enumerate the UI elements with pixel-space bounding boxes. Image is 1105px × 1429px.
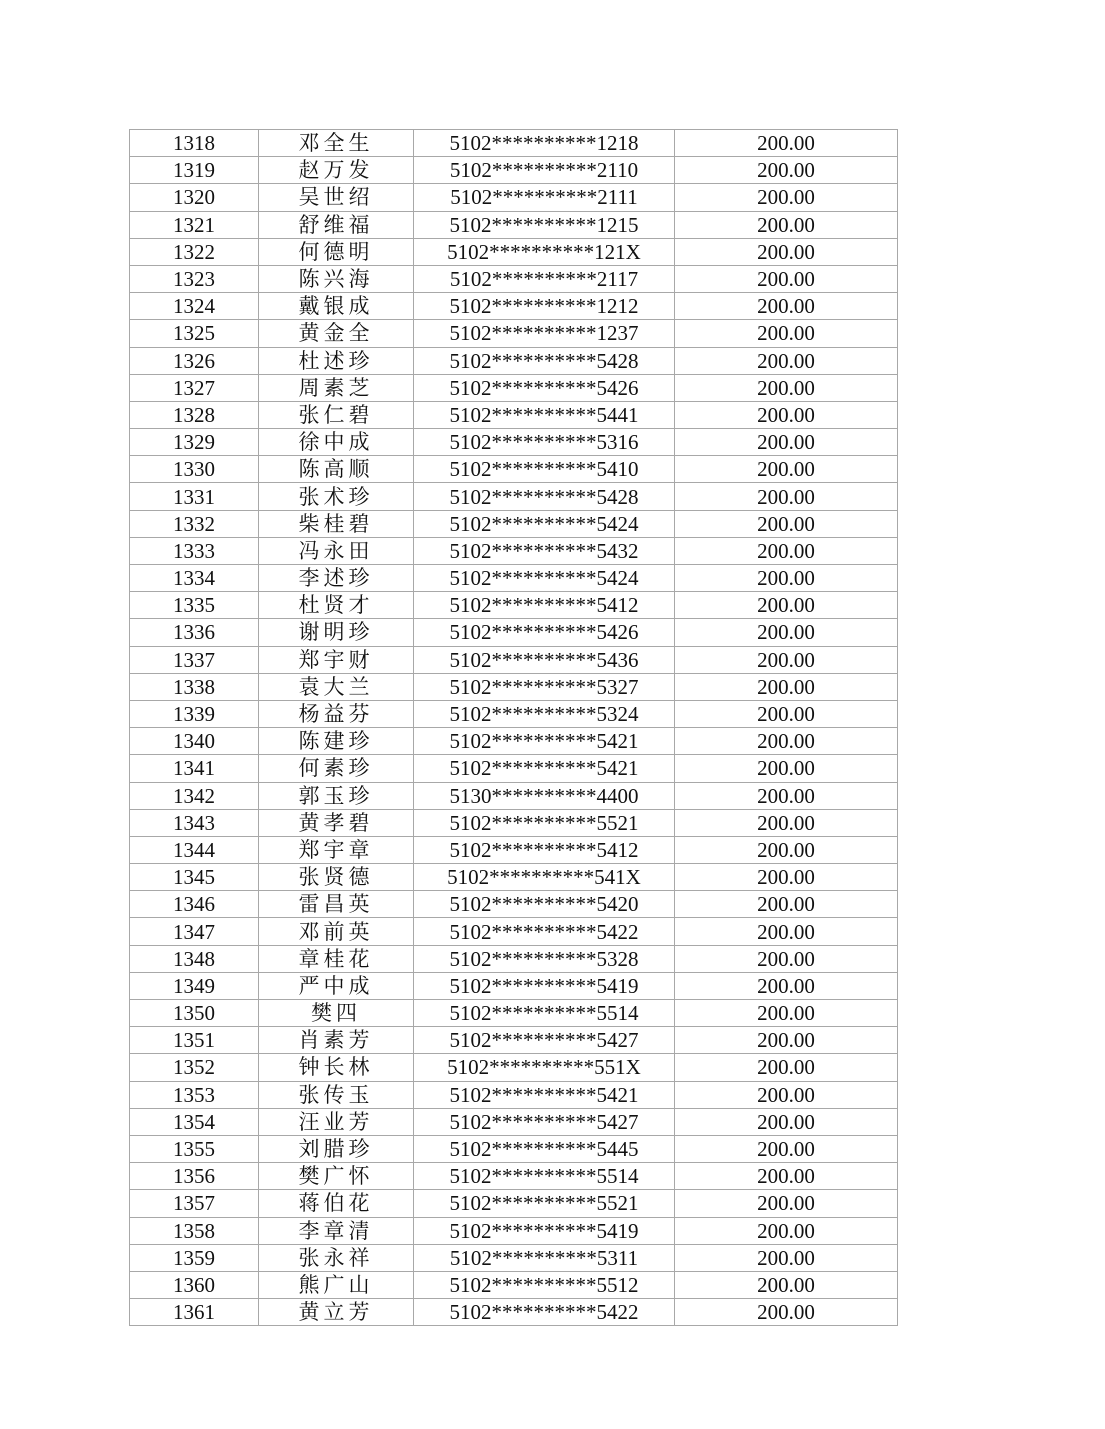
row-number-cell: 1326	[130, 347, 259, 374]
amount-cell: 200.00	[675, 673, 898, 700]
id-number-cell: 5102**********5422	[414, 918, 675, 945]
row-number-cell: 1361	[130, 1299, 259, 1326]
table-row	[130, 945, 898, 972]
row-number-cell: 1337	[130, 646, 259, 673]
table-row	[130, 1271, 898, 1298]
name-cell: 黄立芳	[259, 1299, 414, 1326]
name-cell: 李章清	[259, 1217, 414, 1244]
records-table-body	[130, 130, 898, 1326]
row-number-cell: 1346	[130, 891, 259, 918]
table-row	[130, 565, 898, 592]
row-number-cell: 1319	[130, 157, 259, 184]
amount-cell: 200.00	[675, 1190, 898, 1217]
name-cell: 陈建珍	[259, 728, 414, 755]
amount-cell: 200.00	[675, 1271, 898, 1298]
table-row	[130, 809, 898, 836]
row-number-cell: 1355	[130, 1135, 259, 1162]
name-cell: 舒维福	[259, 211, 414, 238]
name-cell: 黄孝碧	[259, 809, 414, 836]
amount-cell: 200.00	[675, 374, 898, 401]
name-cell: 陈高顺	[259, 456, 414, 483]
table-row	[130, 347, 898, 374]
table-row	[130, 972, 898, 999]
table-row	[130, 211, 898, 238]
table-row	[130, 836, 898, 863]
row-number-cell: 1354	[130, 1108, 259, 1135]
row-number-cell: 1334	[130, 565, 259, 592]
amount-cell: 200.00	[675, 1163, 898, 1190]
table-row	[130, 1135, 898, 1162]
row-number-cell: 1330	[130, 456, 259, 483]
name-cell: 吴世绍	[259, 184, 414, 211]
id-number-cell: 5102**********5436	[414, 646, 675, 673]
amount-cell: 200.00	[675, 891, 898, 918]
table-row	[130, 184, 898, 211]
id-number-cell: 5102**********5412	[414, 836, 675, 863]
name-cell: 黄金全	[259, 320, 414, 347]
id-number-cell: 5102**********5426	[414, 619, 675, 646]
id-number-cell: 5102**********5426	[414, 374, 675, 401]
table-row	[130, 891, 898, 918]
id-number-cell: 5102**********2111	[414, 184, 675, 211]
id-number-cell: 5102**********5421	[414, 1081, 675, 1108]
id-number-cell: 5102**********5441	[414, 401, 675, 428]
id-number-cell: 5102**********541X	[414, 864, 675, 891]
table-row	[130, 782, 898, 809]
row-number-cell: 1352	[130, 1054, 259, 1081]
name-cell: 袁大兰	[259, 673, 414, 700]
row-number-cell: 1347	[130, 918, 259, 945]
row-number-cell: 1323	[130, 265, 259, 292]
amount-cell: 200.00	[675, 864, 898, 891]
amount-cell: 200.00	[675, 456, 898, 483]
amount-cell: 200.00	[675, 836, 898, 863]
table-row	[130, 1244, 898, 1271]
amount-cell: 200.00	[675, 1217, 898, 1244]
amount-cell: 200.00	[675, 1135, 898, 1162]
name-cell: 严中成	[259, 972, 414, 999]
table-row	[130, 864, 898, 891]
id-number-cell: 5130**********4400	[414, 782, 675, 809]
amount-cell: 200.00	[675, 537, 898, 564]
name-cell: 肖素芳	[259, 1027, 414, 1054]
name-cell: 李述珍	[259, 565, 414, 592]
name-cell: 蒋伯花	[259, 1190, 414, 1217]
id-number-cell: 5102**********5327	[414, 673, 675, 700]
id-number-cell: 5102**********5421	[414, 728, 675, 755]
name-cell: 章桂花	[259, 945, 414, 972]
id-number-cell: 5102**********5514	[414, 1000, 675, 1027]
row-number-cell: 1321	[130, 211, 259, 238]
row-number-cell: 1360	[130, 1271, 259, 1298]
id-number-cell: 5102**********1215	[414, 211, 675, 238]
amount-cell: 200.00	[675, 809, 898, 836]
table-row	[130, 755, 898, 782]
table-row	[130, 130, 898, 157]
table-row	[130, 401, 898, 428]
amount-cell: 200.00	[675, 1027, 898, 1054]
id-number-cell: 5102**********5427	[414, 1027, 675, 1054]
table-row	[130, 1000, 898, 1027]
id-number-cell: 5102**********5514	[414, 1163, 675, 1190]
row-number-cell: 1353	[130, 1081, 259, 1108]
records-table	[129, 129, 898, 1326]
amount-cell: 200.00	[675, 1244, 898, 1271]
name-cell: 张永祥	[259, 1244, 414, 1271]
name-cell: 郑宇财	[259, 646, 414, 673]
id-number-cell: 5102**********5410	[414, 456, 675, 483]
row-number-cell: 1332	[130, 510, 259, 537]
name-cell: 张传玉	[259, 1081, 414, 1108]
table-row	[130, 157, 898, 184]
name-cell: 邓前英	[259, 918, 414, 945]
amount-cell: 200.00	[675, 429, 898, 456]
row-number-cell: 1331	[130, 483, 259, 510]
table-row	[130, 619, 898, 646]
table-row	[130, 238, 898, 265]
name-cell: 何德明	[259, 238, 414, 265]
table-row	[130, 700, 898, 727]
amount-cell: 200.00	[675, 157, 898, 184]
id-number-cell: 5102**********5316	[414, 429, 675, 456]
id-number-cell: 5102**********2110	[414, 157, 675, 184]
name-cell: 冯永田	[259, 537, 414, 564]
row-number-cell: 1325	[130, 320, 259, 347]
name-cell: 熊广山	[259, 1271, 414, 1298]
table-row	[130, 918, 898, 945]
id-number-cell: 5102**********1212	[414, 293, 675, 320]
row-number-cell: 1322	[130, 238, 259, 265]
amount-cell: 200.00	[675, 945, 898, 972]
amount-cell: 200.00	[675, 293, 898, 320]
id-number-cell: 5102**********2117	[414, 265, 675, 292]
amount-cell: 200.00	[675, 1299, 898, 1326]
id-number-cell: 5102**********5421	[414, 755, 675, 782]
table-row	[130, 537, 898, 564]
id-number-cell: 5102**********5324	[414, 700, 675, 727]
row-number-cell: 1351	[130, 1027, 259, 1054]
id-number-cell: 5102**********5422	[414, 1299, 675, 1326]
row-number-cell: 1329	[130, 429, 259, 456]
table-row	[130, 265, 898, 292]
id-number-cell: 5102**********5424	[414, 510, 675, 537]
id-number-cell: 5102**********5521	[414, 809, 675, 836]
amount-cell: 200.00	[675, 320, 898, 347]
amount-cell: 200.00	[675, 130, 898, 157]
row-number-cell: 1356	[130, 1163, 259, 1190]
name-cell: 张术珍	[259, 483, 414, 510]
id-number-cell: 5102**********5419	[414, 972, 675, 999]
amount-cell: 200.00	[675, 700, 898, 727]
row-number-cell: 1358	[130, 1217, 259, 1244]
id-number-cell: 5102**********5424	[414, 565, 675, 592]
name-cell: 杜贤才	[259, 592, 414, 619]
id-number-cell: 5102**********5445	[414, 1135, 675, 1162]
table-row	[130, 1217, 898, 1244]
row-number-cell: 1340	[130, 728, 259, 755]
amount-cell: 200.00	[675, 592, 898, 619]
amount-cell: 200.00	[675, 728, 898, 755]
id-number-cell: 5102**********5432	[414, 537, 675, 564]
amount-cell: 200.00	[675, 483, 898, 510]
id-number-cell: 5102**********121X	[414, 238, 675, 265]
id-number-cell: 5102**********5428	[414, 347, 675, 374]
name-cell: 何素珍	[259, 755, 414, 782]
amount-cell: 200.00	[675, 565, 898, 592]
name-cell: 陈兴海	[259, 265, 414, 292]
name-cell: 周素芝	[259, 374, 414, 401]
amount-cell: 200.00	[675, 401, 898, 428]
amount-cell: 200.00	[675, 238, 898, 265]
row-number-cell: 1357	[130, 1190, 259, 1217]
table-row	[130, 1163, 898, 1190]
row-number-cell: 1342	[130, 782, 259, 809]
amount-cell: 200.00	[675, 1081, 898, 1108]
amount-cell: 200.00	[675, 918, 898, 945]
row-number-cell: 1336	[130, 619, 259, 646]
name-cell: 戴银成	[259, 293, 414, 320]
id-number-cell: 5102**********5420	[414, 891, 675, 918]
row-number-cell: 1339	[130, 700, 259, 727]
table-row	[130, 1027, 898, 1054]
row-number-cell: 1345	[130, 864, 259, 891]
amount-cell: 200.00	[675, 510, 898, 537]
id-number-cell: 5102**********5427	[414, 1108, 675, 1135]
table-row	[130, 646, 898, 673]
name-cell: 汪业芳	[259, 1108, 414, 1135]
name-cell: 樊四	[259, 1000, 414, 1027]
row-number-cell: 1335	[130, 592, 259, 619]
name-cell: 谢明珍	[259, 619, 414, 646]
row-number-cell: 1348	[130, 945, 259, 972]
table-row	[130, 1190, 898, 1217]
row-number-cell: 1324	[130, 293, 259, 320]
name-cell: 邓全生	[259, 130, 414, 157]
amount-cell: 200.00	[675, 782, 898, 809]
name-cell: 钟长林	[259, 1054, 414, 1081]
row-number-cell: 1349	[130, 972, 259, 999]
id-number-cell: 5102**********5328	[414, 945, 675, 972]
amount-cell: 200.00	[675, 1000, 898, 1027]
table-row	[130, 1299, 898, 1326]
name-cell: 樊广怀	[259, 1163, 414, 1190]
table-row	[130, 728, 898, 755]
row-number-cell: 1328	[130, 401, 259, 428]
row-number-cell: 1318	[130, 130, 259, 157]
name-cell: 张贤德	[259, 864, 414, 891]
name-cell: 杨益芬	[259, 700, 414, 727]
amount-cell: 200.00	[675, 619, 898, 646]
id-number-cell: 5102**********5512	[414, 1271, 675, 1298]
table-row	[130, 510, 898, 537]
table-row	[130, 293, 898, 320]
table-row	[130, 1081, 898, 1108]
id-number-cell: 5102**********551X	[414, 1054, 675, 1081]
amount-cell: 200.00	[675, 211, 898, 238]
name-cell: 张仁碧	[259, 401, 414, 428]
amount-cell: 200.00	[675, 184, 898, 211]
row-number-cell: 1338	[130, 673, 259, 700]
id-number-cell: 5102**********5419	[414, 1217, 675, 1244]
table-row	[130, 1108, 898, 1135]
row-number-cell: 1320	[130, 184, 259, 211]
table-row	[130, 1054, 898, 1081]
row-number-cell: 1333	[130, 537, 259, 564]
name-cell: 徐中成	[259, 429, 414, 456]
name-cell: 刘腊珍	[259, 1135, 414, 1162]
row-number-cell: 1341	[130, 755, 259, 782]
amount-cell: 200.00	[675, 1108, 898, 1135]
table-row	[130, 320, 898, 347]
name-cell: 郭玉珍	[259, 782, 414, 809]
table-row	[130, 673, 898, 700]
amount-cell: 200.00	[675, 347, 898, 374]
name-cell: 柴桂碧	[259, 510, 414, 537]
table-row	[130, 456, 898, 483]
row-number-cell: 1350	[130, 1000, 259, 1027]
id-number-cell: 5102**********5311	[414, 1244, 675, 1271]
row-number-cell: 1327	[130, 374, 259, 401]
id-number-cell: 5102**********5521	[414, 1190, 675, 1217]
name-cell: 郑宇章	[259, 836, 414, 863]
table-row	[130, 483, 898, 510]
name-cell: 雷昌英	[259, 891, 414, 918]
table-row	[130, 592, 898, 619]
row-number-cell: 1359	[130, 1244, 259, 1271]
table-row	[130, 374, 898, 401]
row-number-cell: 1344	[130, 836, 259, 863]
amount-cell: 200.00	[675, 755, 898, 782]
id-number-cell: 5102**********5428	[414, 483, 675, 510]
amount-cell: 200.00	[675, 1054, 898, 1081]
amount-cell: 200.00	[675, 265, 898, 292]
id-number-cell: 5102**********1237	[414, 320, 675, 347]
amount-cell: 200.00	[675, 972, 898, 999]
amount-cell: 200.00	[675, 646, 898, 673]
table-row	[130, 429, 898, 456]
name-cell: 杜述珍	[259, 347, 414, 374]
id-number-cell: 5102**********5412	[414, 592, 675, 619]
id-number-cell: 5102**********1218	[414, 130, 675, 157]
row-number-cell: 1343	[130, 809, 259, 836]
name-cell: 赵万发	[259, 157, 414, 184]
